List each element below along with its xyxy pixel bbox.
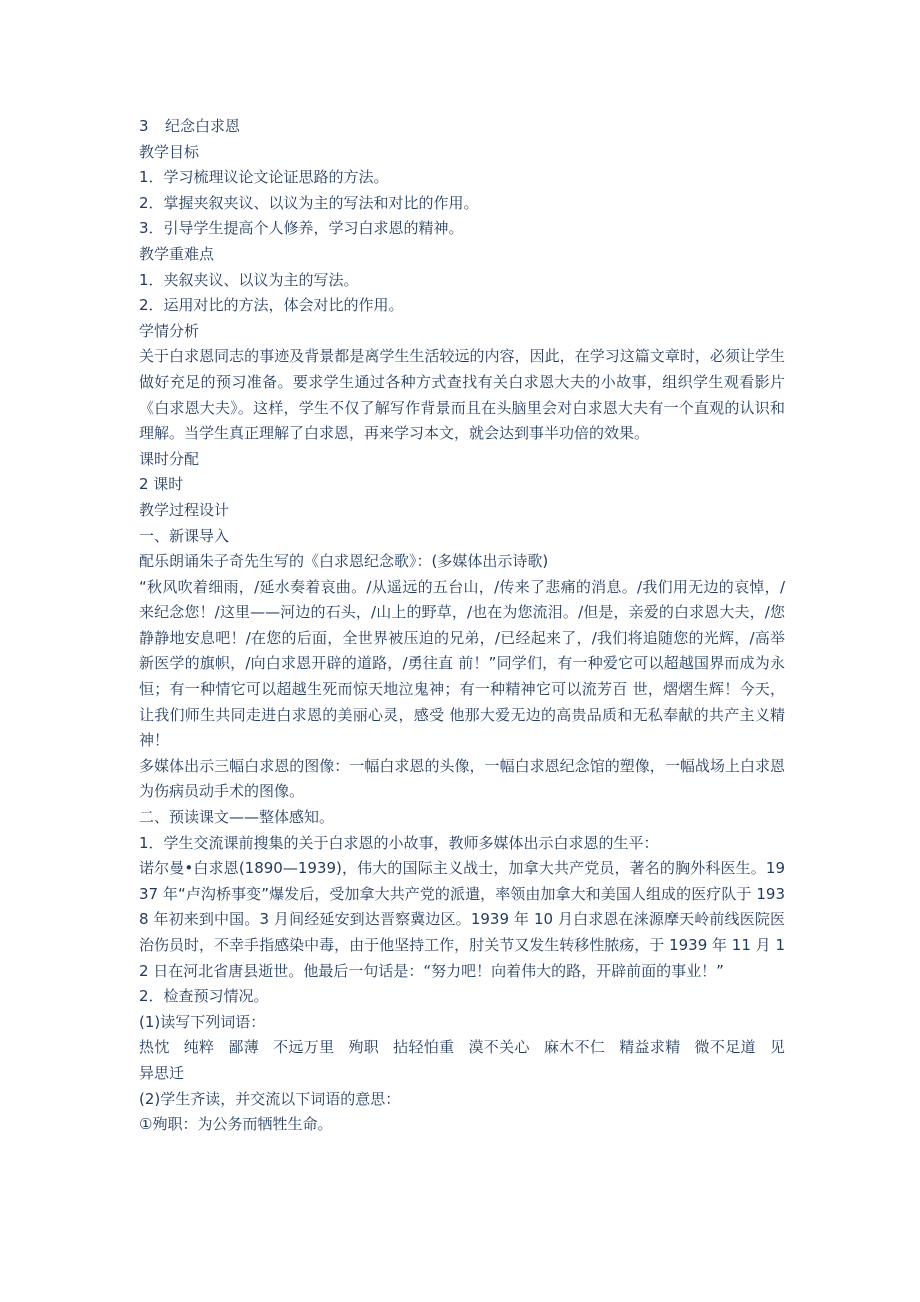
- bio-paragraph: 诺尔曼•白求恩(1890—1939)，伟大的国际主义战士，加拿大共产党员，著名的胸外科医生。1937 年“卢沟桥事变”爆发后，受加拿大共产党的派遣，率领由加拿大和美国人组成的医疗队于 1938 年初来到中国。3 月间经延安到达晋察冀边区。1939 年 10 月白求恩在涞源摩天岭前线医院医治伤员时，不幸手指感染中毒，由于他坚持工作，肘关节又发生转移性脓疡，于 1939 年 11 月 12 日在河北省唐县逝世。他最后一句话是：“努力吧！向着伟大的路，开辟前面的事业！”: [139, 859, 785, 980]
- vocab-word: 纯粹: [183, 1038, 215, 1057]
- goals-heading: 教学目标: [139, 142, 200, 161]
- analysis-paragraph: 关于白求恩同志的事迹及背景都是离学生生活较远的内容，因此，在学习这篇文章时，必须让学生做好充足的预习准备。要求学生通过各种方式查找有关白求恩大夫的小故事，组织学生观看影片《白求恩大夫》。这样，学生不仅了解写作背景而且在头脑里会对白求恩大夫有一个直观的认识和理解。当学生真正理解了白求恩，再来学习本文，就会达到事半功倍的效果。: [139, 347, 785, 443]
- vocab-word: 殉职: [348, 1038, 380, 1057]
- vocab-word: 拈轻怕重: [393, 1038, 455, 1057]
- vocab-word: 漠不关心: [468, 1038, 530, 1057]
- images-note: 多媒体出示三幅白求恩的图像：一幅白求恩的头像，一幅白求恩纪念馆的塑像，一幅战场上白求恩为伤病员动手术的图像。: [139, 756, 785, 801]
- vocab-word: 麻木不仁: [543, 1038, 606, 1057]
- process-heading: 教学过程设计: [139, 500, 230, 519]
- key-point-item: 1．夹叙夹议、以议为主的写法。: [139, 270, 359, 289]
- sub2: (2)学生齐读，并交流以下词语的意思：: [139, 1089, 401, 1108]
- part1-heading: 一、新课导入: [139, 526, 230, 545]
- key-point-item: 2．运用对比的方法，体会对比的作用。: [139, 296, 404, 315]
- sub1: (1)读写下列词语：: [139, 1012, 266, 1031]
- vocab-word: 微不足道: [694, 1038, 756, 1057]
- step2: 2．检查预习情况。: [139, 987, 269, 1006]
- part1-intro: 配乐朗诵朱子奇先生写的《白求恩纪念歌》：(多媒体出示诗歌): [139, 552, 549, 571]
- vocab-word: 热忱: [139, 1038, 170, 1057]
- vocab-word: 鄙薄: [228, 1038, 260, 1057]
- part2-heading: 二、预读课文——整体感知。: [139, 808, 335, 827]
- key-points-heading: 教学重难点: [139, 244, 215, 263]
- goal-item: 2．掌握夹叙夹议、以议为主的写法和对比的作用。: [139, 193, 479, 212]
- lesson-number: 3: [139, 117, 149, 135]
- definition-item: ①殉职：为公务而牺牲生命。: [139, 1115, 333, 1134]
- vocab-word: 不远万里: [273, 1038, 335, 1057]
- poem-paragraph: “秋风吹着细雨，/延水奏着哀曲。/从遥远的五台山，/传来了悲痛的消息。/我们用无边的哀悼，/来纪念您！/这里——河边的石头，/山上的野草，/也在为您流泪。/但是，亲爱的白求恩大夫，/您静静地安息吧！/在您的后面，全世界被压迫的兄弟，/已经起来了，/我们将追随您的光辉，/高举新医学的旗帜，/向白求恩开辟的道路，/勇往直 前！”同学们，有一种爱它可以超越国界而成为永恒；有一种情它可以超越生死而惊天地泣鬼神；有一种精神它可以流芳百 世，熠熠生辉！今天，让我们师生共同走进白求恩的美丽心灵，感受 他那大爱无边的高贵品质和无私奉献的共产主义精神！: [139, 577, 785, 750]
- vocab-word: 精益求精: [619, 1038, 681, 1057]
- analysis-heading: 学情分析: [139, 321, 200, 340]
- vocab-word: 见异思迁: [139, 1038, 785, 1082]
- schedule-heading: 课时分配: [139, 449, 200, 468]
- goal-item: 3．引导学生提高个人修养，学习白求恩的精神。: [139, 219, 464, 238]
- lesson-title-text: 纪念白求恩: [165, 117, 241, 135]
- step1: 1．学生交流课前搜集的关于白求恩的小故事，教师多媒体出示白求恩的生平：: [139, 833, 659, 852]
- goal-item: 1．学习梳理议论文论证思路的方法。: [139, 168, 389, 187]
- schedule-value: 2 课时: [139, 475, 184, 494]
- lesson-title: [139, 114, 785, 140]
- lesson-plan-document: [139, 114, 785, 1138]
- vocab-list: [139, 1035, 785, 1086]
